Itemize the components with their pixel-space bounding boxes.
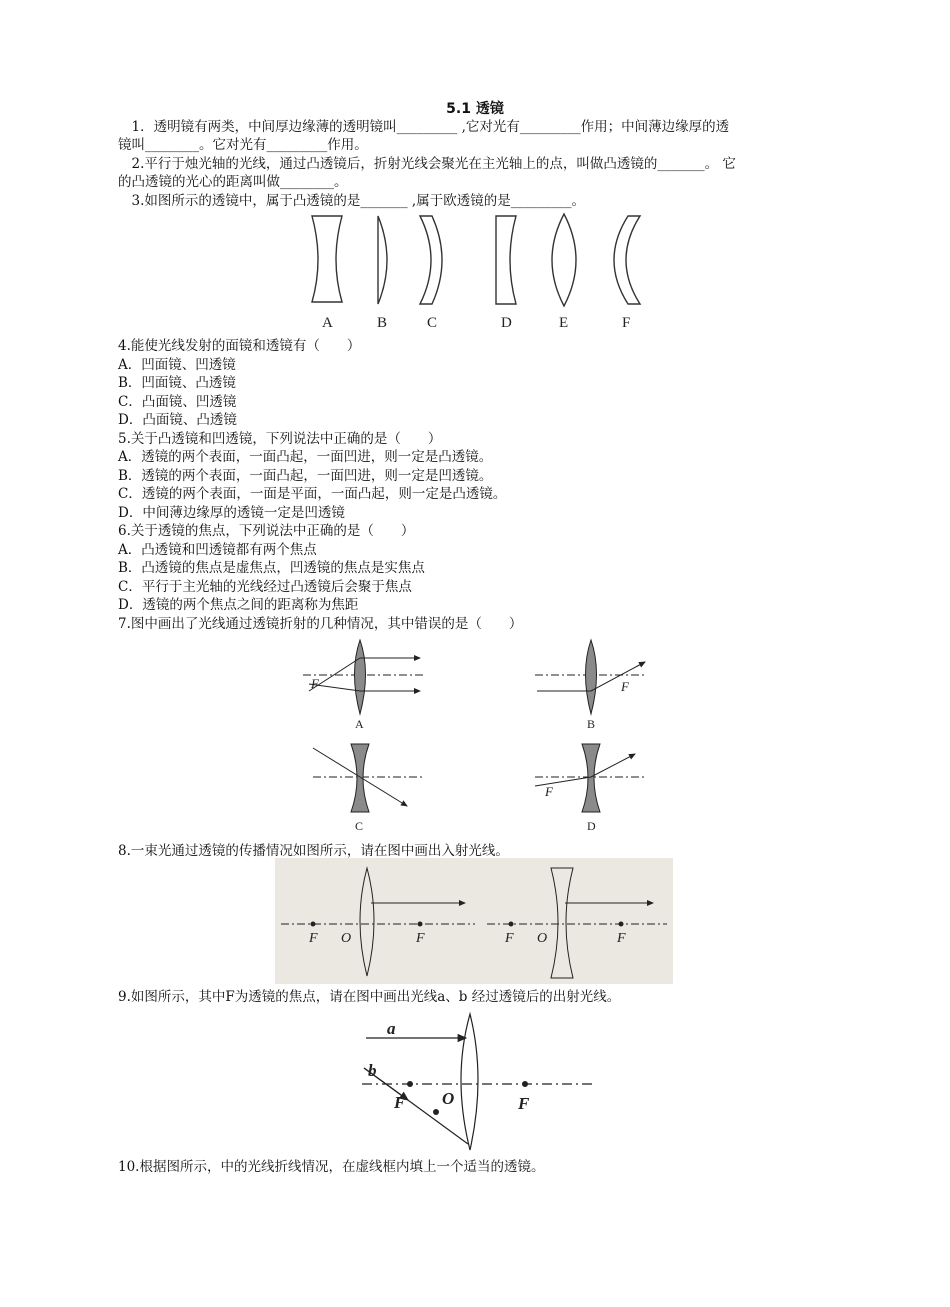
q9-focus-left: F <box>394 1093 406 1112</box>
q2-line2: 的凸透镜的光心的距离叫做________。 <box>118 174 348 190</box>
q7-focus-b: F <box>621 679 629 694</box>
q8-convex-lens <box>360 868 374 976</box>
lens-label-d: D <box>501 315 512 331</box>
lens-c-shape <box>420 216 442 304</box>
q7-label-a: A <box>355 717 364 731</box>
q7-label-c: C <box>355 819 364 833</box>
q8-focus-4: F <box>617 931 626 946</box>
q4-option-a: A．凹面镜、凹透镜 <box>118 357 236 373</box>
q4-stem: 4.能使光线发射的面镜和透镜有（ ） <box>118 338 361 354</box>
q8-focus-1: F <box>309 931 318 946</box>
q3-text: 3.如图所示的透镜中，属于凸透镜的是_______ ,属于欧透镜的是_________。 <box>118 193 585 209</box>
q4-option-c: C．凸面镜、凹透镜 <box>118 394 237 410</box>
q8-focus-2: F <box>416 931 425 946</box>
q7-lens-b <box>586 640 597 714</box>
lens-label-b: B <box>377 315 388 331</box>
q9-figure <box>360 1008 595 1158</box>
lens-label-f: F <box>622 315 631 331</box>
q10-stem: 10.根据图所示，中的光线折线情况，在虚线框内填上一个适当的透镜。 <box>118 1159 545 1175</box>
q3-lens-figure <box>300 210 660 335</box>
lens-f-shape <box>614 216 640 304</box>
q6-stem: 6.关于透镜的焦点，下列说法中正确的是（ ） <box>118 523 415 539</box>
q8-figure <box>275 858 673 984</box>
q8-center-1: O <box>341 931 352 946</box>
q2-line1: 2.平行于烛光轴的光线，通过凸透镜后，折射光线会聚光在主光轴上的点，叫做凸透镜的_______。 它 <box>118 156 736 172</box>
q7-stem: 7.图中画出了光线通过透镜折射的几种情况，其中错误的是（ ） <box>118 616 523 632</box>
q1-line2: 镜叫________。它对光有_________作用。 <box>118 137 368 153</box>
q7-label-b: B <box>587 717 596 731</box>
lens-b-shape <box>378 216 387 304</box>
q6-option-c: C．平行于主光轴的光线经过凸透镜后会聚于焦点 <box>118 579 412 595</box>
q9-center: O <box>442 1089 455 1108</box>
q6-option-d: D．透镜的两个焦点之间的距离称为焦距 <box>118 597 359 613</box>
q8-concave-lens <box>551 868 573 978</box>
lens-e-shape <box>552 214 576 306</box>
q5-option-c: C．透镜的两个表面，一面是平面，一面凸起，则一定是凸透镜。 <box>118 486 507 502</box>
q4-option-b: B．凹面镜、凸透镜 <box>118 375 236 391</box>
q9-focus-right: F <box>518 1094 530 1113</box>
q7-focus-d: F <box>545 784 553 799</box>
q7-lens-c <box>351 744 369 812</box>
lens-d-shape <box>496 216 516 304</box>
q8-center-2: O <box>537 931 548 946</box>
q1-line1: 1．透明镜有两类，中间厚边缘薄的透明镜叫_________ ,它对光有_________作用；中间薄边缘厚的透 <box>118 119 730 135</box>
q5-option-b: B．透镜的两个表面，一面凸起，一面凹进，则一定是凹透镜。 <box>118 468 493 484</box>
q4-option-d: D．凸面镜、凸透镜 <box>118 412 237 428</box>
q5-stem: 5.关于凸透镜和凹透镜，下列说法中正确的是（ ） <box>118 431 442 447</box>
q7-refraction-figure <box>295 636 655 836</box>
q7-focus-a: F <box>311 676 319 691</box>
lens-label-e: E <box>559 315 569 331</box>
q7-label-d: D <box>587 819 596 833</box>
q9-stem: 9.如图所示，其中F为透镜的焦点，请在图中画出光线a、b 经过透镜后的出射光线。 <box>118 989 621 1005</box>
page-title: 5.1 透镜 <box>446 101 504 117</box>
q9-ray-b-label: b <box>368 1061 377 1080</box>
q5-option-a: A．透镜的两个表面，一面凸起，一面凹进，则一定是凸透镜。 <box>118 449 493 465</box>
q7-lens-a <box>355 640 366 714</box>
q8-stem: 8.一束光通过透镜的传播情况如图所示，请在图中画出入射光线。 <box>118 843 509 859</box>
lens-a-shape <box>312 216 342 302</box>
q9-ray-a-label: a <box>387 1019 396 1038</box>
q6-option-a: A．凸透镜和凹透镜都有两个焦点 <box>118 542 317 558</box>
lens-label-a: A <box>322 315 333 331</box>
q8-focus-3: F <box>505 931 514 946</box>
q6-option-b: B．凸透镜的焦点是虚焦点，凹透镜的焦点是实焦点 <box>118 560 425 576</box>
lens-label-c: C <box>427 315 438 331</box>
q9-convex-lens <box>461 1014 478 1150</box>
q5-option-d: D．中间薄边缘厚的透镜一定是凹透镜 <box>118 505 345 521</box>
